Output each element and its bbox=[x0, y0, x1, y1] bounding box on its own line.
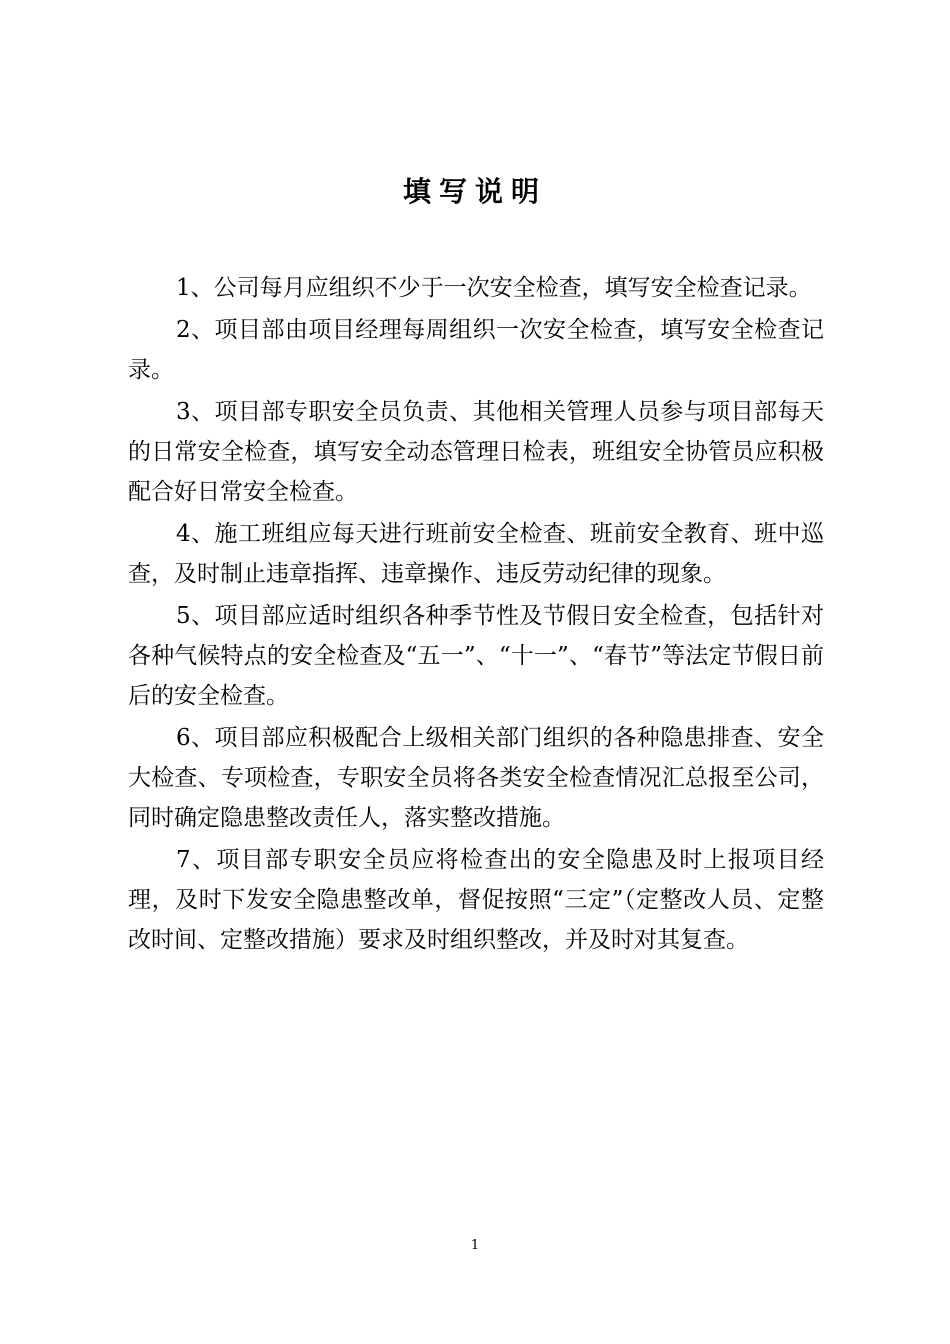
instruction-item-7: 7、项目部专职安全员应将检查出的安全隐患及时上报项目经理，及时下发安全隐患整改单，督促按照“三定”（定整改人员、定整改时间、定整改措施）要求及时组织整改，并及时对其复查。 bbox=[128, 847, 824, 953]
instruction-item-5: 5、项目部应适时组织各种季节性及节假日安全检查，包括针对各种气候特点的安全检查及“五一”、“十一”、“春节”等法定节假日前后的安全检查。 bbox=[128, 603, 824, 709]
instructions-body bbox=[128, 268, 824, 962]
instruction-item-2: 2、项目部由项目经理每周组织一次安全检查，填写安全检查记录。 bbox=[128, 317, 824, 383]
instruction-item-4: 4、施工班组应每天进行班前安全检查、班前安全教育、班中巡查，及时制止违章指挥、违章操作、违反劳动纪律的现象。 bbox=[128, 521, 824, 587]
page-title: 填写说明 bbox=[402, 175, 547, 208]
instruction-item-6: 6、项目部应积极配合上级相关部门组织的各种隐患排查、安全大检查、专项检查，专职安全员将各类安全检查情况汇总报至公司，同时确定隐患整改责任人，落实整改措施。 bbox=[128, 725, 824, 831]
instruction-item-3: 3、项目部专职安全员负责、其他相关管理人员参与项目部每天的日常安全检查，填写安全动态管理日检表，班组安全协管员应积极配合好日常安全检查。 bbox=[128, 399, 824, 505]
instruction-item-1: 1、公司每月应组织不少于一次安全检查，填写安全检查记录。 bbox=[176, 275, 812, 301]
page-number: 1 bbox=[470, 1238, 480, 1253]
